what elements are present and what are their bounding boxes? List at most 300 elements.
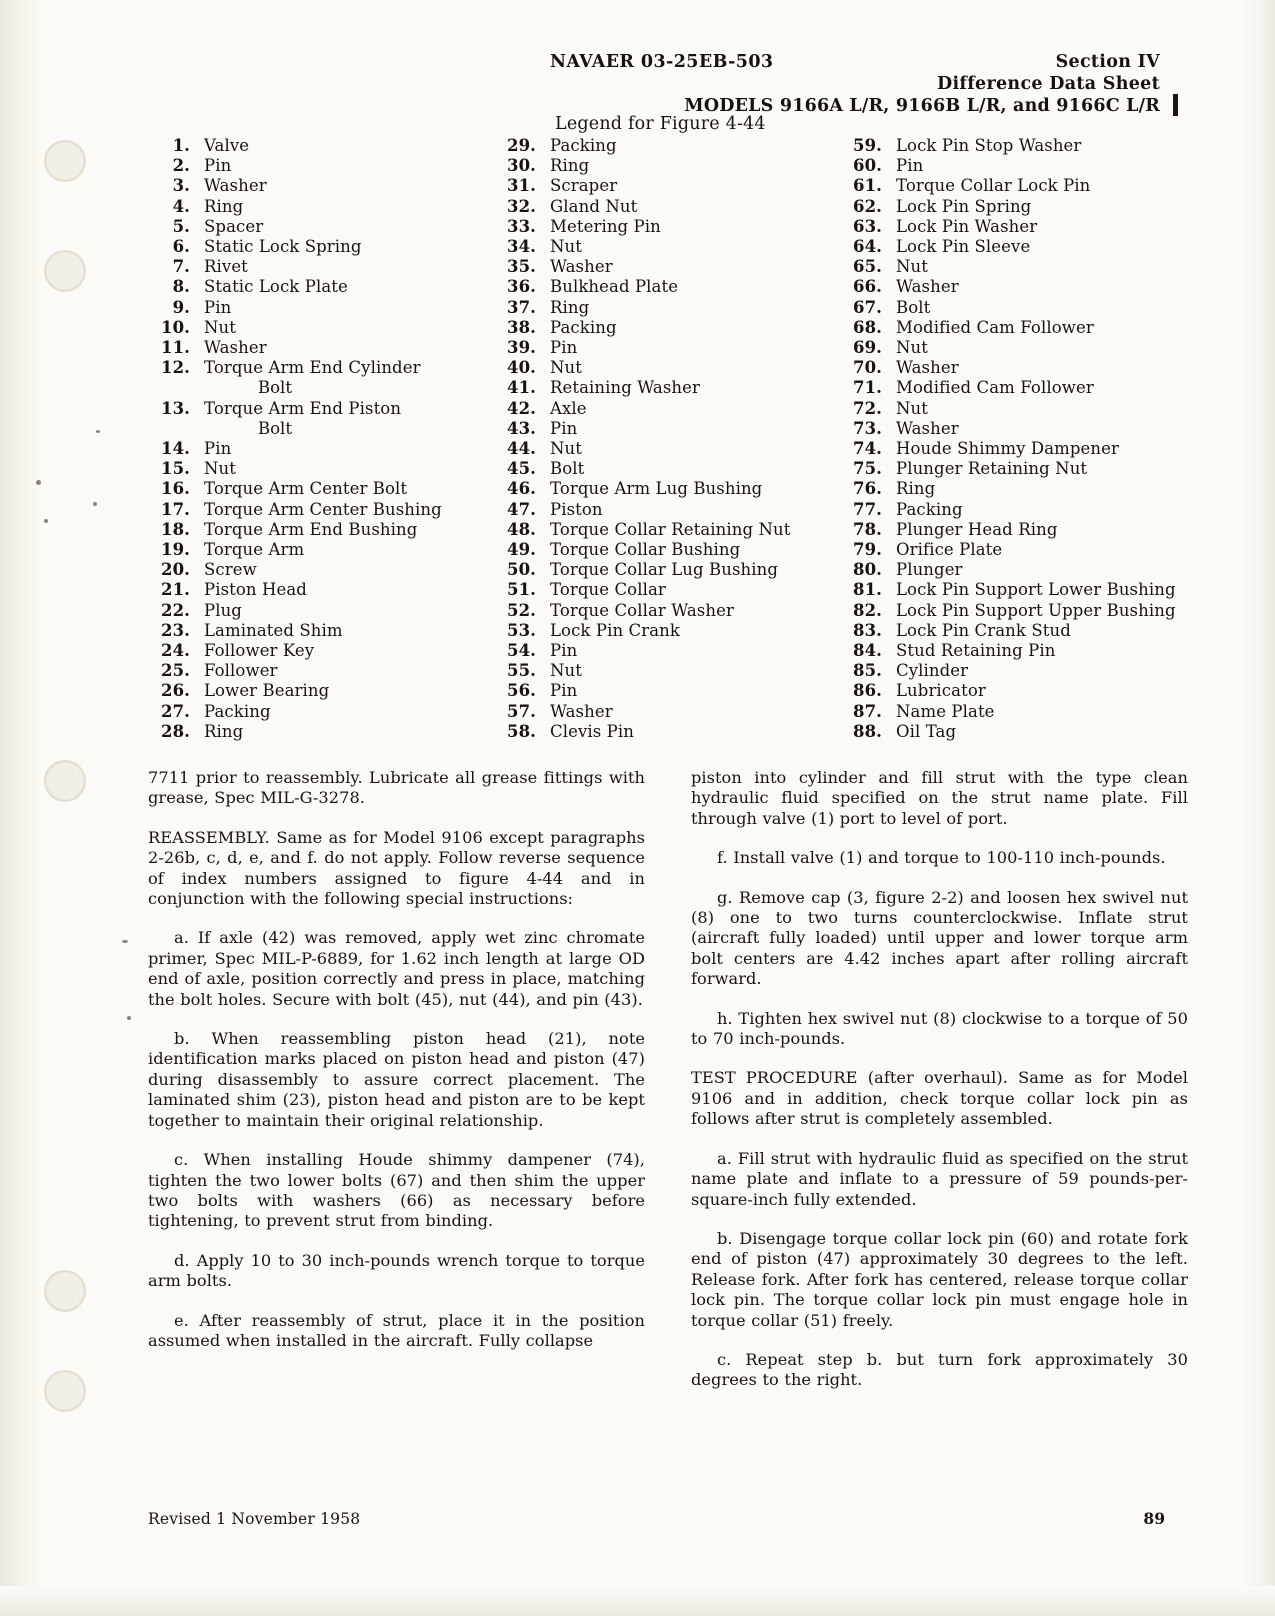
legend-item: [150, 156, 496, 176]
paragraph-reassembly: REASSEMBLY. Same as for Model 9106 except paragraphs 2-26b, c, d, e, and f. do not apply. Follow reverse sequence of index numbers assigned to figure 4-44 and in conjunction with the following special instructions:: [148, 827, 645, 909]
legend-item-number: 3.: [172, 176, 190, 196]
legend-item: [496, 338, 842, 358]
legend-item-number: 82.: [852, 600, 882, 620]
legend-item: [842, 641, 1188, 661]
legend-item-number: 59.: [852, 136, 882, 155]
legend-item: [496, 217, 842, 237]
legend-item-label: Packing: [896, 499, 963, 519]
legend-item-label-continuation: Bolt: [258, 418, 292, 438]
body-column-right: [691, 768, 1188, 1410]
legend-item-number: 19.: [160, 540, 190, 560]
legend-item-number: 77.: [852, 499, 882, 519]
legend-item-label: Washer: [204, 338, 267, 358]
legend-item-label: Modified Cam Follower: [896, 317, 1094, 337]
legend-item-number: 69.: [852, 338, 882, 358]
legend-item: [150, 318, 496, 338]
legend-item: [842, 399, 1188, 419]
legend-item-number: 41.: [506, 378, 536, 398]
binder-punch-hole: [44, 1370, 86, 1412]
legend-item: [842, 439, 1188, 459]
legend-item-number: 63.: [852, 216, 882, 236]
models-label: MODELS 9166A L/R, 9166B L/R, and 9166C L/R: [684, 96, 1160, 116]
legend-item: [842, 318, 1188, 338]
legend-item: [150, 459, 496, 479]
legend-item-number: 35.: [506, 257, 536, 277]
legend-item-number: 33.: [506, 216, 536, 236]
legend-item: [842, 479, 1188, 499]
legend-item-label: Lock Pin Sleeve: [896, 237, 1031, 257]
binder-punch-hole: [44, 1270, 86, 1312]
legend-item: [842, 358, 1188, 378]
legend-item-label: Static Lock Spring: [204, 237, 362, 257]
legend-item: [496, 197, 842, 217]
legend-item: [496, 661, 842, 681]
legend-title: Legend for Figure 4-44: [555, 114, 766, 134]
legend-item-number: 47.: [506, 499, 536, 519]
legend-item-number: 67.: [852, 297, 882, 317]
legend-item-label: Torque Arm Center Bolt: [204, 479, 408, 499]
legend-item-label-continuation: Bolt: [258, 378, 292, 398]
legend-item-number: 27.: [160, 701, 190, 721]
legend-item-number: 60.: [852, 156, 882, 176]
legend-item-number: 11.: [160, 338, 190, 358]
legend-item-label: Retaining Washer: [550, 378, 700, 398]
paragraph-g: g. Remove cap (3, figure 2-2) and loosen hex swivel nut (8) one to two turns counterclockwise. Inflate strut (aircraft fully loaded) until upper and lower torque arm bolt centers are 4.42 inches apart after rolling aircraft forward.: [691, 887, 1188, 989]
legend-item-label: Pin: [550, 338, 578, 358]
legend-item: [150, 237, 496, 257]
legend-item-label: Lower Bearing: [204, 681, 330, 701]
legend-item-number: 34.: [506, 237, 536, 257]
legend-item-number: 74.: [852, 439, 882, 459]
legend-item-number: 25.: [160, 661, 190, 681]
legend-item: [842, 722, 1188, 742]
legend-item: [150, 500, 496, 520]
legend-item-number: 84.: [852, 641, 882, 661]
legend-item-number: 62.: [852, 196, 882, 216]
legend-item: [496, 399, 842, 419]
legend-item: [842, 601, 1188, 621]
legend-item-label: Stud Retaining Pin: [896, 641, 1056, 661]
legend-item: [496, 419, 842, 439]
paragraph-test-b: b. Disengage torque collar lock pin (60) and rotate fork end of piston (47) approximately 30 degrees to the left. Release fork. After fork has centered, release torque collar lock pin. The torque collar lock pin must engage hole in torque collar (51) freely.: [691, 1228, 1188, 1330]
legend-item-label: Torque Arm End Cylinder: [204, 358, 421, 378]
legend-item-number: 73.: [852, 418, 882, 438]
legend-item-label: Follower: [204, 661, 278, 681]
legend-item-label: Nut: [896, 398, 928, 418]
legend-item: [150, 681, 496, 701]
legend-item-number: 55.: [506, 661, 536, 681]
legend-item-number: 21.: [160, 580, 190, 600]
page-header: [140, 48, 1190, 134]
legend-item-number: 57.: [506, 701, 536, 721]
document-number: NAVAER 03-25EB-503: [550, 52, 774, 72]
legend-item-label: Washer: [896, 277, 959, 297]
difference-data-sheet-label: Difference Data Sheet: [936, 74, 1160, 94]
legend-item: [496, 176, 842, 196]
legend-item: [842, 156, 1188, 176]
legend-item: [496, 257, 842, 277]
legend-item-number: 50.: [506, 560, 536, 580]
legend-item: [842, 702, 1188, 722]
legend-item-label: Screw: [204, 560, 257, 580]
legend-item: [496, 621, 842, 641]
legend-item-number: 24.: [160, 641, 190, 661]
legend-item-label: Torque Arm End Piston: [204, 398, 402, 418]
scan-speck: [96, 430, 100, 433]
legend-item-number: 1.: [172, 136, 190, 155]
legend-item-number: 51.: [506, 580, 536, 600]
legend-item: [150, 479, 496, 499]
legend-item-label: Name Plate: [896, 701, 995, 721]
legend-item-label: Nut: [550, 661, 582, 681]
legend-item-number: 68.: [852, 317, 882, 337]
legend-item: [496, 722, 842, 742]
legend-item-number: 71.: [852, 378, 882, 398]
legend-item: [150, 641, 496, 661]
legend-item-number: 43.: [506, 418, 536, 438]
legend-item: [496, 136, 842, 156]
legend-item: [496, 580, 842, 600]
legend-item-label: Nut: [550, 439, 582, 459]
scan-speck: [36, 480, 41, 485]
legend-item-label: Gland Nut: [550, 196, 638, 216]
scan-speck: [44, 519, 48, 523]
legend-item-number: 75.: [852, 459, 882, 479]
legend-item-label: Nut: [896, 338, 928, 358]
legend-item: [842, 520, 1188, 540]
legend-item-number: 56.: [506, 681, 536, 701]
legend-item-label: Nut: [550, 358, 582, 378]
paragraph-a: a. If axle (42) was removed, apply wet zinc chromate primer, Spec MIL-P-6889, for 1.62 inch length at large OD end of axle, position correctly and press in place, matching the bolt holes. Secure with bolt (45), nut (44), and pin (43).: [148, 928, 645, 1009]
legend-item-label: Lock Pin Spring: [896, 196, 1032, 216]
legend-item: [496, 500, 842, 520]
legend-item-label: Nut: [204, 317, 236, 337]
legend-item: [496, 237, 842, 257]
legend-item-label: Metering Pin: [550, 216, 661, 236]
legend-item-label: Pin: [550, 641, 578, 661]
legend-item-label: Lock Pin Washer: [896, 216, 1038, 236]
legend-item-label: Torque Collar Bushing: [550, 540, 741, 560]
legend-item: [150, 217, 496, 237]
legend-item-label: Washer: [204, 176, 267, 196]
legend-item-number: 17.: [160, 499, 190, 519]
legend-item-label: Follower Key: [204, 641, 315, 661]
legend-item: [496, 358, 842, 378]
legend-item-label: Rivet: [204, 257, 248, 277]
legend-item-label: Piston Head: [204, 580, 307, 600]
legend-item: [842, 661, 1188, 681]
legend-item: [150, 722, 496, 742]
legend-item: [150, 560, 496, 580]
legend-item-label: Torque Collar Retaining Nut: [550, 519, 791, 539]
legend-item-label: Washer: [550, 257, 613, 277]
legend-item: [150, 621, 496, 641]
legend-item: [842, 500, 1188, 520]
legend-item: [496, 439, 842, 459]
legend-item-number: 49.: [506, 540, 536, 560]
legend-item-number: 70.: [852, 358, 882, 378]
scan-speck: [122, 940, 128, 943]
legend-item-label: Lock Pin Crank Stud: [896, 620, 1071, 640]
legend-item: [150, 277, 496, 297]
legend-item: [150, 439, 496, 459]
legend-item-number: 12.: [160, 358, 190, 378]
paragraph: 7711 prior to reassembly. Lubricate all grease fittings with grease, Spec MIL-G-3278.: [148, 768, 645, 808]
legend-item-label: Torque Collar Washer: [550, 600, 734, 620]
legend-item-number: 65.: [852, 257, 882, 277]
legend-item: [150, 661, 496, 681]
legend-item-label: Plunger Head Ring: [896, 519, 1058, 539]
legend-item-label: Nut: [204, 459, 236, 479]
legend-item-label: Plug: [204, 600, 242, 620]
legend-item-number: 22.: [160, 600, 190, 620]
binder-punch-hole: [44, 760, 86, 802]
legend-item-label: Torque Arm Lug Bushing: [550, 479, 763, 499]
paragraph-h: h. Tighten hex swivel nut (8) clockwise to a torque of 50 to 70 inch-pounds.: [691, 1008, 1188, 1049]
section-label: Section IV: [1055, 52, 1160, 72]
legend-item-number: 30.: [506, 156, 536, 176]
legend-item: [842, 580, 1188, 600]
legend-item-label: Ring: [896, 479, 936, 499]
legend-item-number: 58.: [506, 721, 536, 741]
legend-item-label: Nut: [550, 237, 582, 257]
legend-item-number: 87.: [852, 701, 882, 721]
legend-item: [496, 298, 842, 318]
legend-item-label: Laminated Shim: [204, 620, 343, 640]
legend-item-label: Pin: [204, 439, 232, 459]
paragraph-e: e. After reassembly of strut, place it in the position assumed when installed in the aircraft. Fully collapse: [148, 1310, 645, 1350]
legend-item: [842, 176, 1188, 196]
legend-item-label: Nut: [896, 257, 928, 277]
legend-item: [842, 681, 1188, 701]
legend-item-number: 64.: [852, 237, 882, 257]
legend-item-label: Plunger: [896, 560, 963, 580]
legend-item-number: 42.: [506, 398, 536, 418]
legend-item-number: 78.: [852, 519, 882, 539]
legend-item-label: Clevis Pin: [550, 721, 634, 741]
body-column-left: [148, 768, 645, 1410]
legend-item-number: 72.: [852, 398, 882, 418]
legend-item: [496, 702, 842, 722]
legend-item: [842, 419, 1188, 439]
legend-item-number: 85.: [852, 661, 882, 681]
legend-item: [150, 520, 496, 540]
legend-item-label: Plunger Retaining Nut: [896, 459, 1088, 479]
legend-item-number: 7.: [172, 257, 190, 277]
legend-item: [496, 520, 842, 540]
legend-item-label: Lubricator: [896, 681, 986, 701]
legend-item-label: Packing: [550, 317, 617, 337]
legend-item-number: 8.: [172, 277, 190, 297]
legend-item-number: 46.: [506, 479, 536, 499]
paragraph-test-c: c. Repeat step b. but turn fork approximately 30 degrees to the right.: [691, 1349, 1188, 1390]
legend-item-label: Orifice Plate: [896, 540, 1003, 560]
legend-item-number: 76.: [852, 479, 882, 499]
legend-item: [150, 136, 496, 156]
body-text-columns: [148, 768, 1188, 1410]
legend-item: [496, 277, 842, 297]
legend-item: [496, 479, 842, 499]
legend-item-label: Bolt: [550, 459, 585, 479]
legend-item: [496, 560, 842, 580]
legend-item: [150, 257, 496, 277]
legend-item-label: Bolt: [896, 297, 931, 317]
legend-item: [496, 378, 842, 398]
legend-item-number: 10.: [160, 317, 190, 337]
paragraph-f: f. Install valve (1) and torque to 100-110 inch-pounds.: [717, 848, 1166, 868]
legend-item-label: Modified Cam Follower: [896, 378, 1094, 398]
legend-item: [842, 540, 1188, 560]
legend-item: [842, 217, 1188, 237]
legend-item-number: 86.: [852, 681, 882, 701]
legend-item: [842, 277, 1188, 297]
legend-item-number: 16.: [160, 479, 190, 499]
legend-item-label: Ring: [204, 721, 244, 741]
legend-item-label: Torque Collar Lug Bushing: [550, 560, 779, 580]
legend-item: [496, 459, 842, 479]
legend-item-label: Scraper: [550, 176, 618, 196]
legend-column-2: [496, 136, 842, 742]
legend-item-number: 54.: [506, 641, 536, 661]
legend-item-label: Packing: [550, 136, 617, 155]
legend-item-label: Spacer: [204, 216, 264, 236]
legend-item-label: Torque Collar: [550, 580, 666, 600]
legend-item-number: 15.: [160, 459, 190, 479]
legend-item-label: Lock Pin Support Lower Bushing: [896, 580, 1176, 600]
legend-item-label: Pin: [204, 156, 232, 176]
legend-item-number: 81.: [852, 580, 882, 600]
legend-item: [150, 540, 496, 560]
legend-item-number: 4.: [172, 196, 190, 216]
page-edge-shadow-bottom: [0, 1586, 1275, 1616]
legend-item-number: 39.: [506, 338, 536, 358]
legend-item-label: Pin: [204, 297, 232, 317]
legend-column-3: [842, 136, 1188, 742]
legend-item: [842, 197, 1188, 217]
paragraph-b: b. When reassembling piston head (21), note identification marks placed on piston head and piston (47) during disassembly to assure correct placement. The laminated shim (23), piston head and piston are to be kept together to maintain their original relationship.: [148, 1029, 645, 1130]
legend-item-label: Pin: [550, 681, 578, 701]
legend-item-number: 18.: [160, 519, 190, 539]
page-edge-shadow-right: [1241, 0, 1275, 1616]
legend-item-number: 45.: [506, 459, 536, 479]
binder-punch-hole: [44, 250, 86, 292]
legend-item-number: 13.: [160, 398, 190, 418]
legend-item: [150, 176, 496, 196]
legend-item-number: 37.: [506, 297, 536, 317]
legend-item-number: 48.: [506, 519, 536, 539]
legend-item: [842, 136, 1188, 156]
legend-item-number: 26.: [160, 681, 190, 701]
legend-item-label: Torque Arm: [204, 540, 305, 560]
legend-item-label: Washer: [550, 701, 613, 721]
legend-item-label: Piston: [550, 499, 603, 519]
legend-item-number: 36.: [506, 277, 536, 297]
legend-item-number: 40.: [506, 358, 536, 378]
legend-item-number: 23.: [160, 620, 190, 640]
legend-item: [150, 399, 496, 419]
legend-item: [150, 338, 496, 358]
legend-item-label: Cylinder: [896, 661, 969, 681]
legend-item-number: 5.: [172, 216, 190, 236]
legend-item-label: Pin: [896, 156, 924, 176]
legend-item: [842, 298, 1188, 318]
legend-item-label: Torque Arm Center Bushing: [204, 499, 442, 519]
legend-item: [496, 318, 842, 338]
legend-item: [496, 641, 842, 661]
legend-item-number: 61.: [852, 176, 882, 196]
legend-item: [150, 197, 496, 217]
legend-item-number: 29.: [506, 136, 536, 155]
legend-item: [496, 156, 842, 176]
legend-item: [496, 601, 842, 621]
legend-item-label: Packing: [204, 701, 271, 721]
legend-item: [842, 621, 1188, 641]
legend-item: [150, 601, 496, 621]
legend-item-number: 32.: [506, 196, 536, 216]
legend-item-number: 20.: [160, 560, 190, 580]
legend-item: [496, 540, 842, 560]
revision-date: Revised 1 November 1958: [148, 1510, 361, 1528]
scan-speck: [93, 502, 97, 506]
paragraph-test-procedure: TEST PROCEDURE (after overhaul). Same as for Model 9106 and in addition, check torque collar lock pin as follows after strut is completely assembled.: [691, 1068, 1188, 1129]
legend-item-number: 53.: [506, 620, 536, 640]
legend-item: [842, 459, 1188, 479]
legend-item-number: 44.: [506, 439, 536, 459]
legend-item-number: 38.: [506, 317, 536, 337]
legend-item-number: 9.: [172, 297, 190, 317]
legend-item-label: Ring: [204, 196, 244, 216]
legend-item-number: 83.: [852, 620, 882, 640]
legend-item-label: Valve: [204, 136, 250, 155]
page-number: 89: [1143, 1509, 1165, 1528]
legend-item-label: Pin: [550, 418, 578, 438]
legend-item-label: Axle: [550, 398, 587, 418]
legend-item-label: Static Lock Plate: [204, 277, 348, 297]
legend-item-number: 66.: [852, 277, 882, 297]
legend-item: [842, 257, 1188, 277]
legend-item: [842, 237, 1188, 257]
legend-item-label: Washer: [896, 358, 959, 378]
legend-item-label: Torque Collar Lock Pin: [896, 176, 1091, 196]
legend-item-label: Ring: [550, 156, 590, 176]
legend-item-number: 2.: [172, 156, 190, 176]
legend-item-label: Washer: [896, 418, 959, 438]
legend-item-number: 14.: [160, 439, 190, 459]
legend-item: [150, 358, 496, 378]
legend-list: [150, 136, 1190, 742]
legend-column-1: [150, 136, 496, 742]
legend-item: [150, 580, 496, 600]
legend-item: [842, 338, 1188, 358]
legend-item-label: Torque Arm End Bushing: [204, 519, 418, 539]
paragraph-continuation: piston into cylinder and fill strut with the type clean hydraulic fluid specified on the strut name plate. Fill through valve (1) port to level of port.: [691, 768, 1188, 828]
legend-item-number: 79.: [852, 540, 882, 560]
legend-item: [842, 560, 1188, 580]
paragraph-c: c. When installing Houde shimmy dampener (74), tighten the two lower bolts (67) and then shim the upper two bolts with washers (66) as necessary before tightening, to prevent strut from binding.: [148, 1150, 645, 1231]
legend-item: [150, 702, 496, 722]
page-edge-shadow-left: [0, 0, 42, 1616]
legend-item-number: 52.: [506, 600, 536, 620]
scan-speck: [127, 1016, 131, 1020]
legend-item-label: Lock Pin Support Upper Bushing: [896, 600, 1176, 620]
binder-punch-hole: [44, 140, 86, 182]
legend-item: [496, 681, 842, 701]
legend-item-label: Lock Pin Crank: [550, 620, 680, 640]
legend-item-label: Ring: [550, 297, 590, 317]
paragraph-d: d. Apply 10 to 30 inch-pounds wrench torque to torque arm bolts.: [148, 1250, 645, 1291]
legend-item-label: Houde Shimmy Dampener: [896, 439, 1120, 459]
legend-item-number: 31.: [506, 176, 536, 196]
